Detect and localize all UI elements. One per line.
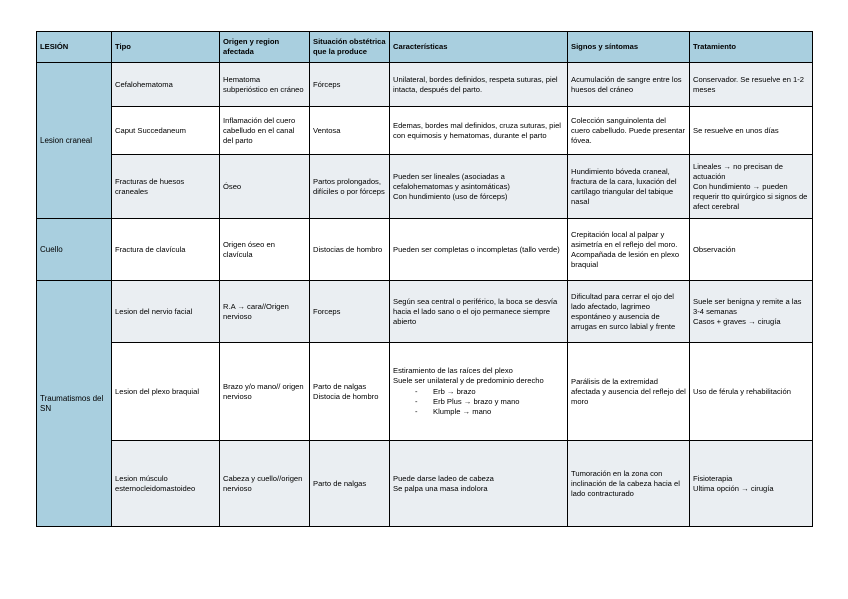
cell-signos: Acumulación de sangre entre los huesos del cráneo <box>568 63 690 107</box>
header-situacion: Situación obstétrica que la produce <box>310 32 390 63</box>
header-tipo: Tipo <box>112 32 220 63</box>
list-item: - Klumple → mano <box>415 407 564 417</box>
text-line: Con hundimiento (uso de fórceps) <box>393 191 508 201</box>
table-row <box>37 219 813 281</box>
header-tratamiento: Tratamiento <box>690 32 813 63</box>
cell-caracteristicas: Unilateral, bordes definidos, respeta suturas, piel intacta, después del parto. <box>390 63 568 107</box>
text-line: Suele ser benigna y remite a las 3-4 semanas <box>693 296 802 316</box>
cell-tipo: Cefalohematoma <box>112 63 220 107</box>
cell-tratamiento <box>690 441 813 527</box>
cell-origen: Óseo <box>220 155 310 219</box>
text-line: Acompañada de lesión en plexo braquial <box>571 249 680 269</box>
lesion-table-sheet <box>36 31 812 527</box>
text-line: Puede darse ladeo de cabeza <box>393 473 494 483</box>
cell-tipo: Lesion del plexo braquial <box>112 343 220 441</box>
cell-caracteristicas <box>390 343 568 441</box>
cell-origen: Hematoma subperióstico en cráneo <box>220 63 310 107</box>
cell-tratamiento <box>690 281 813 343</box>
cell-signos: Parálisis de la extremidad afectada y ausencia del reflejo del moro <box>568 343 690 441</box>
text-line: Parto de nalgas <box>313 381 367 391</box>
text-line: Con hundimiento → pueden requerir tto quirúrgico si signos de afect cerebral <box>693 181 808 211</box>
cell-signos: Colección sanguinolenta del cuero cabelludo. Puede presentar fóvea. <box>568 107 690 155</box>
cell-origen: Inflamación del cuero cabelludo en el canal del parto <box>220 107 310 155</box>
cell-tratamiento <box>690 155 813 219</box>
cell-tratamiento: Conservador. Se resuelve en 1-2 meses <box>690 63 813 107</box>
text-line: Lineales → no precisan de actuación <box>693 161 783 181</box>
cell-tratamiento: Se resuelve en unos días <box>690 107 813 155</box>
cell-tratamiento: Uso de férula y rehabilitación <box>690 343 813 441</box>
group-lesion-craneal: Lesion craneal <box>37 63 112 219</box>
cell-tipo: Fractura de clavícula <box>112 219 220 281</box>
cell-tipo: Lesion del nervio facial <box>112 281 220 343</box>
header-lesion: LESIÓN <box>37 32 112 63</box>
cell-signos: Dificultad para cerrar el ojo del lado afectado, lagrimeo espontáneo y ausencia de arrugas en surco labial y frente <box>568 281 690 343</box>
text-line: Fisioterapia <box>693 473 733 483</box>
list-item: - Erb → brazo <box>415 387 564 397</box>
header-caracteristicas: Características <box>390 32 568 63</box>
cell-signos <box>568 219 690 281</box>
text-line: Crepitación local al palpar y asimetría en el reflejo del moro. <box>571 229 678 249</box>
table-row <box>37 343 813 441</box>
table-row <box>37 155 813 219</box>
cell-situacion: Ventosa <box>310 107 390 155</box>
cell-signos: Hundimiento bóveda craneal, fractura de la cara, luxación del cartílago triangular del tabique nasal <box>568 155 690 219</box>
table-row <box>37 281 813 343</box>
cell-tipo: Lesion músculo esternocleidomastoideo <box>112 441 220 527</box>
cell-tipo: Fracturas de huesos craneales <box>112 155 220 219</box>
cell-caracteristicas <box>390 155 568 219</box>
text-line: Ultima opción → cirugía <box>693 483 774 493</box>
cell-caracteristicas: Según sea central o periférico, la boca se desvía hacia el lado sano o el ojo permanece siempre abierto <box>390 281 568 343</box>
text-line: Estiramiento de las raíces del plexo <box>393 366 513 375</box>
group-cuello: Cuello <box>37 219 112 281</box>
header-origen: Origen y region afectada <box>220 32 310 63</box>
lesion-table <box>36 31 813 527</box>
cell-origen: Origen óseo en clavícula <box>220 219 310 281</box>
plexo-type-list <box>393 387 564 417</box>
group-traumatismos-sn: Traumatismos del SN <box>37 281 112 527</box>
cell-tipo: Caput Succedaneum <box>112 107 220 155</box>
cell-caracteristicas <box>390 441 568 527</box>
text-line: Pueden ser lineales (asociadas a cefalohematomas y asintomáticas) <box>393 171 510 191</box>
cell-tratamiento: Observación <box>690 219 813 281</box>
text-line: Distocia de hombro <box>313 391 379 401</box>
text-line: Se palpa una masa indolora <box>393 483 488 493</box>
cell-caracteristicas: Pueden ser completas o incompletas (tallo verde) <box>390 219 568 281</box>
cell-origen: R.A → cara//Origen nervioso <box>220 281 310 343</box>
cell-situacion: Parto de nalgas <box>310 441 390 527</box>
list-item: - Erb Plus → brazo y mano <box>415 397 564 407</box>
table-row <box>37 441 813 527</box>
cell-caracteristicas: Edemas, bordes mal definidos, cruza suturas, piel con equimosis y hematomas, durante el parto <box>390 107 568 155</box>
cell-situacion: Fórceps <box>310 63 390 107</box>
cell-origen: Brazo y/o mano// origen nervioso <box>220 343 310 441</box>
table-row <box>37 107 813 155</box>
text-line: Casos + graves → cirugía <box>693 316 781 326</box>
table-row <box>37 63 813 107</box>
header-signos: Signos y síntomas <box>568 32 690 63</box>
cell-situacion: Forceps <box>310 281 390 343</box>
cell-signos: Tumoración en la zona con inclinación de la cabeza hacia el lado contracturado <box>568 441 690 527</box>
header-row <box>37 32 813 63</box>
cell-situacion: Partos prolongados, difíciles o por fórceps <box>310 155 390 219</box>
cell-situacion: Distocias de hombro <box>310 219 390 281</box>
cell-situacion <box>310 343 390 441</box>
text-line: Suele ser unilateral y de predominio derecho <box>393 376 544 385</box>
cell-origen: Cabeza y cuello//origen nervioso <box>220 441 310 527</box>
